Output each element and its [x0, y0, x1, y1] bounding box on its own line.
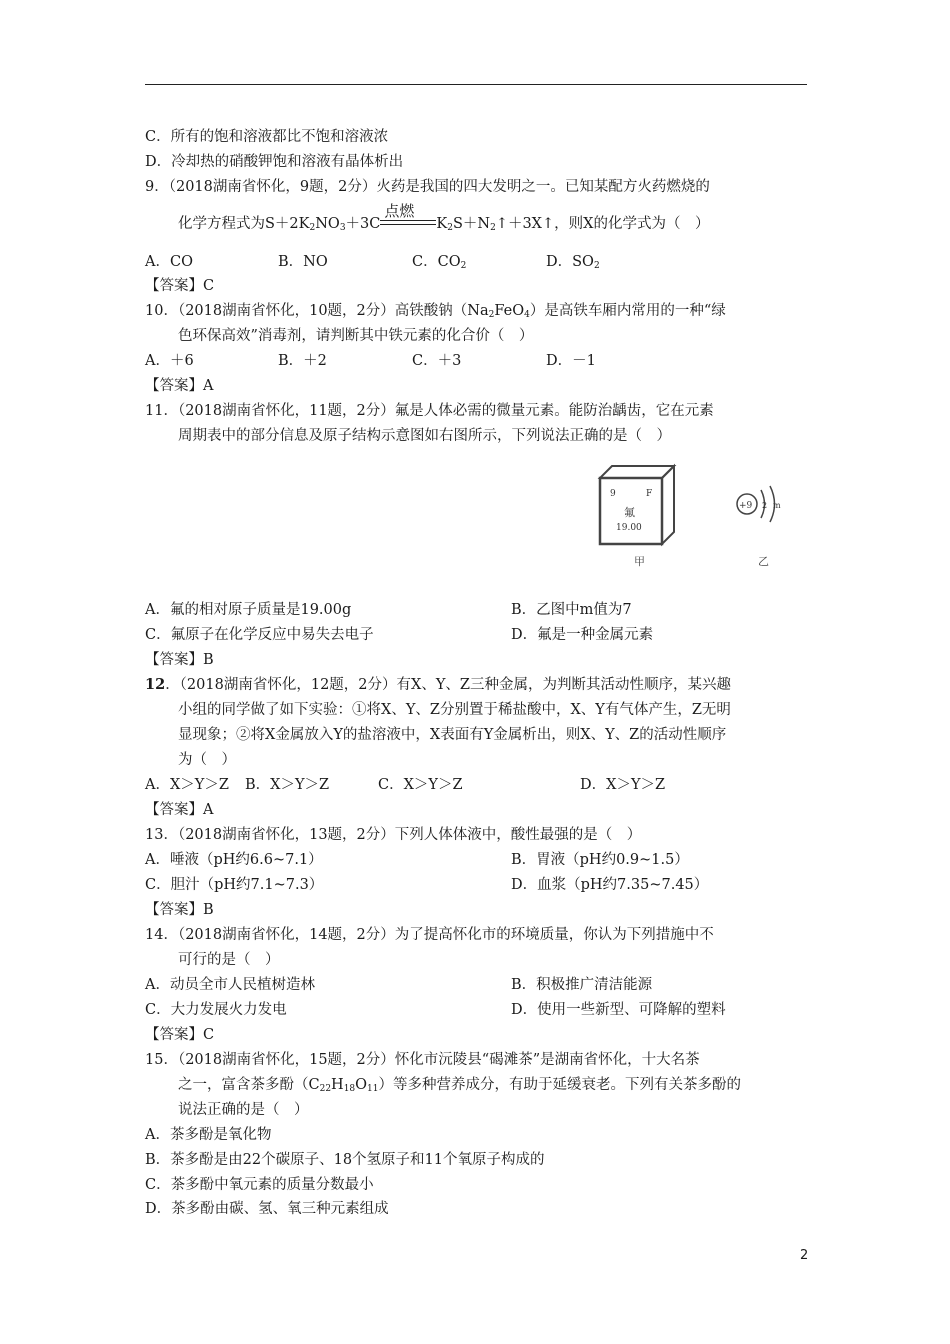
q9-option-b: B．NO — [278, 254, 328, 270]
periodic-table-cell — [600, 466, 674, 544]
figure-label-jia: 甲 — [634, 555, 645, 568]
q14-option-c: C．大力发展火力发电 — [145, 1002, 287, 1018]
q11-stem-line2: 周期表中的部分信息及原子结构示意图如右图所示，下列说法正确的是（ ） — [178, 428, 671, 444]
q13-option-a: A．唾液（pH约6.6~7.1） — [145, 852, 323, 868]
q13-answer: 【答案】B — [145, 902, 214, 918]
q15-option-c: C．茶多酚中氧元素的质量分数最小 — [145, 1177, 374, 1193]
q11-stem-line1: 11．（2018湖南省怀化，11题，2分）氟是人体必需的微量元素。能防治龋齿，它在元素 — [145, 403, 714, 419]
q11-option-c: C．氟原子在化学反应中易失去电子 — [145, 627, 374, 643]
q14-option-a: A．动员全市人民植树造林 — [145, 977, 315, 993]
q13-option-d: D．血浆（pH约7.35~7.45） — [511, 877, 709, 893]
q15-stem-line3: 说法正确的是（ ） — [178, 1102, 309, 1118]
q14-answer: 【答案】C — [145, 1027, 215, 1043]
q12-option-a: A．X＞Y＞Z — [145, 777, 229, 793]
q10-stem-line1: 10．（2018湖南省怀化，10题，2分）高铁酸钠$(Na_2FeO_4)$是高铁车厢内常用的一种“绿 — [145, 303, 726, 320]
fluorine-figure — [590, 460, 820, 580]
q15-option-b: B．茶多酚是由22个碳原子、18个氢原子和11个氧原子构成的 — [145, 1152, 545, 1168]
atomic-mass: 19.00 — [616, 523, 642, 533]
shell2-electrons-m: m — [773, 501, 781, 510]
q10-option-d: D．－1 — [546, 353, 596, 369]
q12-stem-line1: 12．（2018湖南省怀化，12题，2分）有X、Y、Z三种金属，为判断其活动性顺序，某兴趣 — [145, 676, 731, 693]
q15-option-d: D．茶多酚由碳、氢、氧三种元素组成 — [145, 1201, 389, 1217]
q8-option-d: D．冷却热的硝酸钾饱和溶液有晶体析出 — [145, 154, 404, 170]
q9-stem-line2: 化学方程式为$S+2K_2NO_3+3C$ 点燃 $K_2S+N_2↑+3X↑$，则X的化学式为（ ） — [178, 202, 710, 233]
q11-option-b: B．乙图中m值为7 — [511, 602, 632, 618]
q14-stem-line2: 可行的是（ ） — [178, 952, 280, 968]
q15-stem-line1: 15．（2018湖南省怀化，15题，2分）怀化市沅陵县“碣滩茶”是湖南省怀化，十大名茶 — [145, 1052, 700, 1068]
q12-option-b: B．X＞Y＞Z — [245, 777, 330, 793]
reaction-condition: 点燃 — [380, 214, 436, 234]
q12-stem-line3: 显现象；②将X金属放入Y的盐溶液中，X表面有Y金属析出，则X、Y、Z的活动性顺序 — [178, 727, 727, 743]
atom-structure-diagram — [737, 486, 781, 522]
q12-option-c: C．X＞Y＞Z — [378, 777, 463, 793]
header-rule — [145, 84, 807, 85]
shell1-electrons: 2 — [762, 501, 768, 510]
q12-stem-line4: 为（ ） — [178, 752, 236, 768]
page-number: 2 — [800, 1248, 809, 1263]
q13-option-c: C．胆汁（pH约7.1~7.3） — [145, 877, 324, 893]
q11-option-a: A．氟的相对原子质量是19.00g — [145, 602, 352, 618]
q8-option-c: C．所有的饱和溶液都比不饱和溶液浓 — [145, 129, 389, 145]
element-name: 氟 — [624, 506, 635, 519]
q10-stem-line2: 色环保高效”消毒剂，请判断其中铁元素的化合价（ ） — [178, 328, 534, 344]
q10-option-a: A．＋6 — [145, 353, 194, 369]
q14-option-b: B．积极推广清洁能源 — [511, 977, 653, 993]
q11-option-d: D．氟是一种金属元素 — [511, 627, 654, 643]
q10-option-b: B．＋2 — [278, 353, 327, 369]
q12-option-d: D．X＞Y＞Z — [580, 777, 666, 793]
figure-label-yi: 乙 — [758, 555, 769, 568]
q9-option-d: D．$SO_2$ — [546, 254, 600, 271]
atomic-number: 9 — [610, 489, 616, 499]
q9-option-a: A．CO — [145, 254, 193, 270]
q9-answer: 【答案】C — [145, 278, 215, 294]
q12-stem-line2: 小组的同学做了如下实验：①将X、Y、Z分别置于稀盐酸中，X、Y有气体产生，Z无明 — [178, 702, 731, 718]
q10-option-c: C．＋3 — [412, 353, 462, 369]
q11-answer: 【答案】B — [145, 652, 214, 668]
q9-option-c: C．$CO_2$ — [412, 254, 467, 271]
q15-option-a: A．茶多酚是氧化物 — [145, 1127, 272, 1143]
q9-stem-line1: 9．（2018湖南省怀化，9题，2分）火药是我国的四大发明之一。已知某配方火药燃烧的 — [145, 179, 710, 195]
q13-option-b: B．胃液（pH约0.9~1.5） — [511, 852, 689, 868]
q14-stem-line1: 14．（2018湖南省怀化，14题，2分）为了提高怀化市的环境质量，你认为下列措施中不 — [145, 927, 714, 943]
element-symbol: F — [646, 489, 653, 499]
q12-answer: 【答案】A — [145, 802, 214, 818]
q10-answer: 【答案】A — [145, 378, 214, 394]
q14-option-d: D．使用一些新型、可降解的塑料 — [511, 1002, 726, 1018]
q13-stem-line1: 13．（2018湖南省怀化，13题，2分）下列人体体液中，酸性最强的是（ ） — [145, 827, 642, 843]
q15-stem-line2: 之一，富含茶多酚$(C_{22}H_{18}O_{11})$等多种营养成分，有助于延缓衰老。下列有关茶多酚的 — [178, 1077, 741, 1094]
nucleus-charge: +9 — [739, 501, 753, 511]
